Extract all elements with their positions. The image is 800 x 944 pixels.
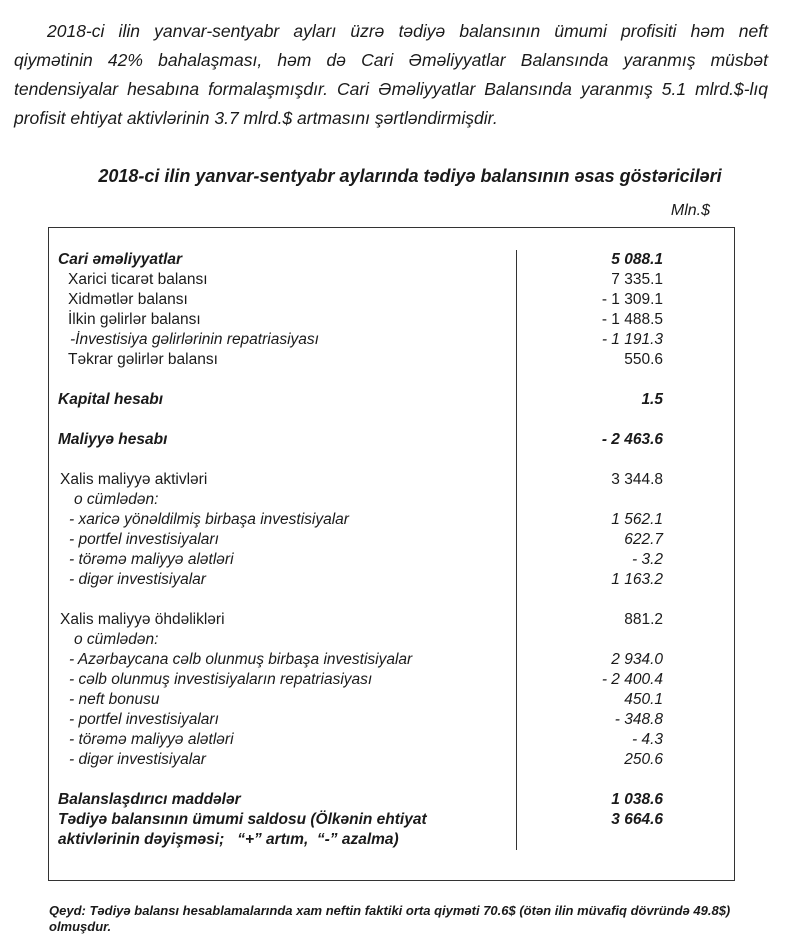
row-label: - cəlb olunmuş investisiyaların repatriasiyası (49, 670, 517, 690)
intro-line: qiymətinin 42% bahalaşması, həm də Cari Əməliyyatlar Balansında yaranmış müsbət (14, 50, 768, 70)
footnote: Qeyd: Tədiyə balansı hesablamalarında xam neftin faktiki orta qiyməti 70.6$ (ötən ilin müvafiq dövründə 49.8$) olmuşdur. (49, 903, 731, 934)
row-label: Maliyyə hesabı (49, 430, 517, 450)
table-title: 2018-ci ilin yanvar-sentyabr aylarında tədiyə balansının əsas göstəriciləri (98, 166, 722, 186)
row-value: 1 163.2 (611, 571, 663, 588)
row-value: 550.6 (624, 351, 663, 368)
table-spacer-row (49, 410, 734, 430)
row-label: - Azərbaycana cəlb olunmuş birbaşa investisiyalar (49, 650, 517, 670)
row-value: 5 088.1 (611, 251, 663, 268)
table-row (49, 530, 734, 550)
table-row (49, 290, 734, 310)
table-row-total (49, 810, 734, 850)
table-row (49, 710, 734, 730)
row-value: 250.6 (624, 751, 663, 768)
row-value: 3 344.8 (611, 471, 663, 488)
row-value: 7 335.1 (611, 271, 663, 288)
row-label: -İnvestisiya gəlirlərinin repatriasiyası (49, 330, 517, 350)
table-row (49, 730, 734, 750)
row-value: 1.5 (641, 391, 663, 408)
row-label: - digər investisiyalar (49, 750, 517, 770)
intro-line: 2018-ci ilin yanvar-sentyabr ayları üzrə tədiyə balansının ümumi profisiti həm neft (47, 21, 768, 41)
table-row (49, 690, 734, 710)
row-label: - törəmə maliyyə alətləri (49, 550, 517, 570)
table-spacer-row (49, 450, 734, 470)
row-label: Balanslaşdırıcı maddələr (49, 790, 517, 810)
row-value: 2 934.0 (611, 651, 663, 668)
unit-label: Mln.$ (670, 202, 710, 219)
row-value (517, 630, 734, 650)
intro-paragraph (14, 17, 768, 133)
row-value: 622.7 (624, 531, 663, 548)
row-label: Xalis maliyyə aktivləri (49, 470, 517, 490)
row-label: Təkrar gəlirlər balansı (49, 350, 517, 370)
row-value: - 4.3 (631, 731, 663, 748)
row-label: Kapital hesabı (49, 390, 517, 410)
table-row (49, 510, 734, 530)
row-value: 450.1 (624, 691, 663, 708)
row-value: - 2 463.6 (601, 431, 663, 448)
row-label: - neft bonusu (49, 690, 517, 710)
row-label: - törəmə maliyyə alətləri (49, 730, 517, 750)
row-label: Cari əməliyyatlar (49, 250, 517, 270)
table-row (49, 630, 734, 650)
row-value: - 1 488.5 (601, 311, 663, 328)
table-row (49, 350, 734, 370)
row-label: Xalis maliyyə öhdəlikləri (49, 610, 517, 630)
intro-line: tendensiyalar hesabına formalaşmışdır. Cari Əməliyyatlar Balansında yaranmış 5.1 mlrd.$-lıq (14, 79, 768, 99)
row-label: o cümlədən: (49, 630, 517, 650)
table-row (49, 250, 734, 270)
table-row (49, 270, 734, 290)
table-spacer-row (49, 370, 734, 390)
row-value: - 1 309.1 (601, 291, 663, 308)
table-row (49, 550, 734, 570)
table-row (49, 330, 734, 350)
table-row (49, 490, 734, 510)
row-label: Xarici ticarət balansı (49, 270, 517, 290)
table-row (49, 790, 734, 810)
row-value: 3 664.6 (611, 811, 663, 828)
intro-line: profisit ehtiyat aktivlərinin 3.7 mlrd.$ artmasını şərtləndirmişdir. (14, 108, 498, 128)
table-spacer-row (49, 590, 734, 610)
table-row (49, 310, 734, 330)
table-spacer-row (49, 770, 734, 790)
table-row (49, 610, 734, 630)
table-row (49, 390, 734, 410)
row-value: 1 562.1 (611, 511, 663, 528)
row-label: - portfel investisiyaları (49, 530, 517, 550)
row-value: - 1 191.3 (601, 331, 663, 348)
row-label: Xidmətlər balansı (49, 290, 517, 310)
row-label (49, 810, 517, 850)
row-label: o cümlədən: (49, 490, 517, 510)
table-row (49, 570, 734, 590)
row-label: - digər investisiyalar (49, 570, 517, 590)
table-row (49, 750, 734, 770)
row-value: 881.2 (624, 611, 663, 628)
row-value: - 348.8 (614, 711, 663, 728)
row-value: - 3.2 (631, 551, 663, 568)
row-label: - xaricə yönəldilmiş birbaşa investisiyalar (49, 510, 517, 530)
row-value: - 2 400.4 (601, 671, 663, 688)
row-value: 1 038.6 (611, 791, 663, 808)
row-label: İlkin gəlirlər balansı (49, 310, 517, 330)
row-label-line: Tədiyə balansının ümumi saldosu (Ölkənin ehtiyat (58, 811, 427, 828)
balance-of-payments-table (48, 227, 735, 881)
table-row (49, 650, 734, 670)
row-value (517, 490, 734, 510)
table-row (49, 670, 734, 690)
row-label-line: aktivlərinin dəyişməsi; “+” artım, “-” azalma) (58, 831, 399, 848)
table-row (49, 430, 734, 450)
row-label: - portfel investisiyaları (49, 710, 517, 730)
table-row (49, 470, 734, 490)
